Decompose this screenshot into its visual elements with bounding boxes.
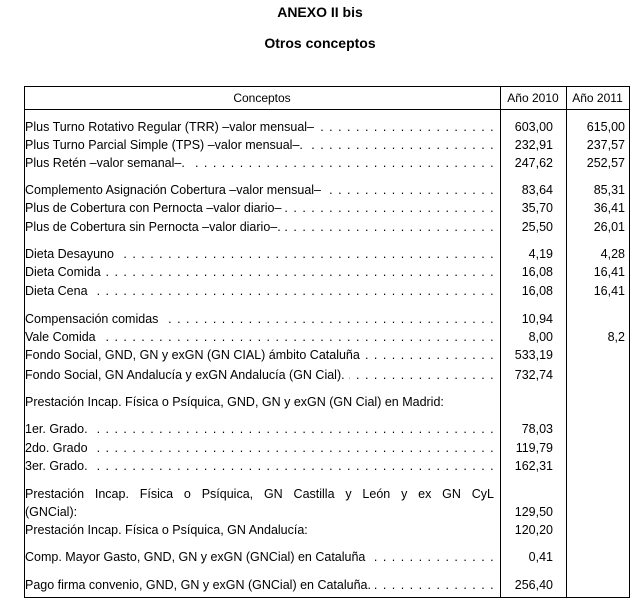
concept-label: Pago firma convenio, GND, GN y exGN (GNCial) en Cataluña. <box>25 578 375 592</box>
concept-cell <box>25 282 498 300</box>
concept-label: Vale Comida <box>25 330 100 344</box>
table-row <box>0 181 640 199</box>
concept-label: Fondo Social, GND, GN y exGN (GN CIAL) ámbito Cataluña <box>25 348 364 362</box>
concept-cell <box>25 439 498 457</box>
value-2011: 26,01 <box>593 220 625 234</box>
value-2010: 119,79 <box>515 441 553 455</box>
concept-cell <box>25 199 498 217</box>
concept-label: Dieta Desayuno <box>25 247 118 261</box>
table-row <box>0 457 640 475</box>
table-row <box>0 420 640 438</box>
value-2011: 36,41 <box>593 201 625 215</box>
table-row <box>0 154 640 172</box>
table-row <box>0 263 640 281</box>
column-header-concepts: Conceptos <box>233 91 291 105</box>
concept-cell <box>25 181 498 199</box>
concept-cell <box>25 393 498 411</box>
table-row <box>0 199 640 217</box>
value-2011: 615,00 <box>586 120 625 134</box>
concept-cell <box>25 328 498 346</box>
concept-label: Dieta Comida <box>25 265 105 279</box>
table-row <box>0 136 640 154</box>
value-2010: 256,40 <box>514 578 553 592</box>
concept-cell <box>25 218 498 236</box>
value-2010: 78,03 <box>521 422 553 436</box>
value-2010: 16,08 <box>521 265 553 279</box>
value-2010: 120,20 <box>514 523 553 537</box>
concept-label: 3er. Grado. <box>25 459 92 473</box>
concept-cell <box>25 154 498 172</box>
concept-cell <box>25 263 498 281</box>
value-2010: 25,50 <box>521 220 553 234</box>
table-row <box>0 366 640 384</box>
annex-title: ANEXO II bis <box>277 4 363 20</box>
column-header-2011: Año 2011 <box>572 91 623 105</box>
table-top-border <box>24 86 630 87</box>
concept-cell <box>25 118 498 136</box>
table-row <box>0 485 640 503</box>
column-header-2010: Año 2010 <box>507 91 559 105</box>
value-2010: 603,00 <box>514 120 553 134</box>
value-2010: 162,31 <box>514 459 553 473</box>
value-2010: 732,74 <box>514 368 553 382</box>
table-row <box>0 503 640 521</box>
concept-cell <box>25 245 498 263</box>
value-2011: 16,41 <box>593 284 625 298</box>
concept-label: Plus Retén –valor semanal–. <box>25 156 189 170</box>
concept-cell <box>25 457 498 475</box>
concept-label: Dieta Cena <box>25 284 92 298</box>
concept-label: Complemento Asignación Cobertura –valor mensual– <box>25 183 325 197</box>
value-2011: 85,31 <box>593 183 625 197</box>
concept-cell <box>25 576 498 594</box>
value-2010: 129,50 <box>514 505 553 519</box>
table-bottom-border <box>24 597 630 598</box>
table-row <box>0 346 640 364</box>
concept-cell <box>25 485 498 503</box>
table-row <box>0 576 640 594</box>
concept-label: Prestación Incap. Física o Psíquica, GND, GN y exGN (GN Cial) en Madrid: <box>25 395 448 409</box>
concept-label: Plus de Cobertura con Pernocta –valor diario– <box>25 201 285 215</box>
table-row <box>0 439 640 457</box>
value-2010: 533,19 <box>514 348 553 362</box>
value-2011: 252,57 <box>586 156 625 170</box>
table-row <box>0 521 640 539</box>
value-2010: 16,08 <box>521 284 553 298</box>
value-2010: 4,19 <box>528 247 553 261</box>
value-2010: 10,94 <box>521 312 553 326</box>
concept-label: Plus Turno Parcial Simple (TPS) –valor mensual–. <box>25 138 307 152</box>
value-2010: 8,00 <box>528 330 553 344</box>
header-bottom-border <box>24 109 630 110</box>
concept-label: Prestación Incap. Física o Psíquica, GN Andalucía: <box>25 523 312 537</box>
concept-cell <box>25 521 498 539</box>
concept-label: (GNCial): <box>25 505 81 519</box>
value-2010: 232,91 <box>514 138 553 152</box>
table-row <box>0 548 640 566</box>
concept-label: Plus de Cobertura sin Pernocta –valor diario–. <box>25 220 285 234</box>
value-2010: 0,41 <box>528 550 553 564</box>
concept-label: Fondo Social, GN Andalucía y exGN Andalucía (GN Cial). <box>25 368 349 382</box>
table-row <box>0 282 640 300</box>
table-row <box>0 328 640 346</box>
concept-label: 1er. Grado. <box>25 422 92 436</box>
concept-label: Comp. Mayor Gasto, GND, GN y exGN (GNCial) en Cataluña <box>25 550 369 564</box>
value-2011: 8,2 <box>607 330 625 344</box>
table-row <box>0 393 640 411</box>
value-2011: 16,41 <box>593 265 625 279</box>
value-2010: 83,64 <box>521 183 553 197</box>
value-2011: 237,57 <box>586 138 625 152</box>
concept-cell <box>25 346 498 364</box>
concept-label: Plus Turno Rotativo Regular (TRR) –valor mensual– <box>25 120 318 134</box>
concept-label: 2do. Grado <box>25 441 92 455</box>
value-2010: 35,70 <box>521 201 553 215</box>
concept-cell <box>25 310 498 328</box>
concept-label: Compensación comidas <box>25 312 162 326</box>
concept-label: Prestación Incap. Física o Psíquica, GN Castilla y León y ex GN CyL <box>25 487 498 501</box>
value-2011: 4,28 <box>600 247 625 261</box>
concept-cell <box>25 366 498 384</box>
concept-cell <box>25 548 498 566</box>
table-row <box>0 118 640 136</box>
table-row <box>0 245 640 263</box>
concept-cell <box>25 503 498 521</box>
concept-cell <box>25 136 498 154</box>
value-2010: 247,62 <box>514 156 553 170</box>
table-row <box>0 310 640 328</box>
annex-subtitle: Otros conceptos <box>264 35 376 51</box>
table-row <box>0 218 640 236</box>
concept-cell <box>25 420 498 438</box>
